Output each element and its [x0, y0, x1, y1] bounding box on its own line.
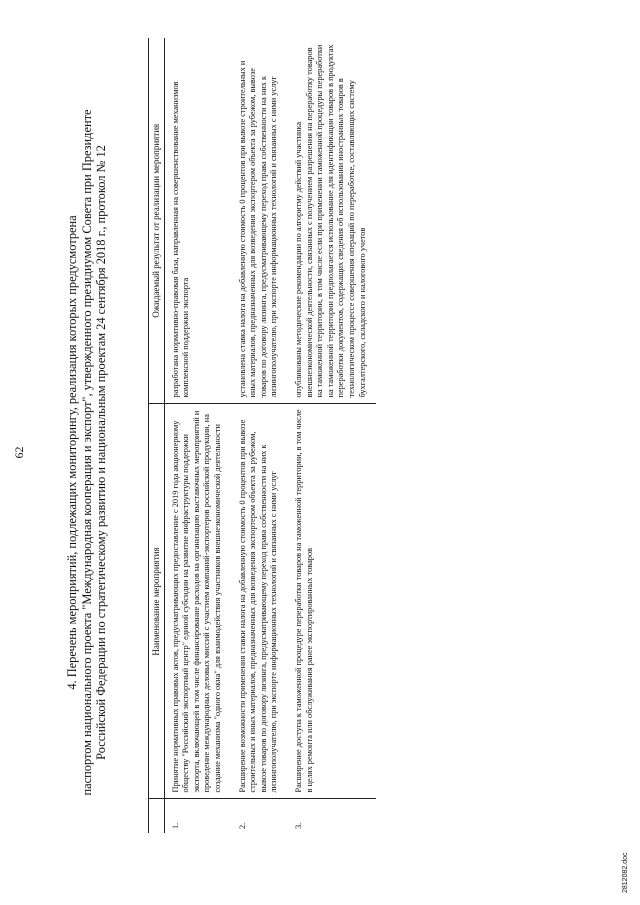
row-event-name: Расширение возможности применения ставки налога на добавленную стоимость 0 процентов при вывозе строительных и иных материалов, предназначенных для возведения экспортером объекта за рубежом, вывозе товаров по договору лизинга, предусматривающему переход права собственности на них к лизингополучателю, при экспорте информационных технологий и связанных с ними услуг: [232, 404, 288, 799]
table-row: [164, 38, 231, 833]
table-header-row: [149, 38, 165, 833]
row-event-name: Принятие нормативных правовых актов, предусматривающих предоставление с 2019 года акционерному обществу "Российский экспортный центр" единой субсидии на развитие инфраструктуры поддержки экспорта, включающей в том числе финансирование расходов на организацию выставочных мероприятий и проведение международных деловых миссий с участием компаний-экспортеров российской продукции, на создание механизма "одного окна" для взаимодействия участников внешнеэкономической деятельности: [164, 404, 231, 799]
table-row: [288, 38, 376, 833]
header-expected-result: Ожидаемый результат от реализации мероприятия: [149, 38, 165, 404]
table-row: [232, 38, 288, 833]
row-number: 2.: [237, 822, 247, 829]
section-title: [65, 40, 109, 865]
row-expected-result: разработана нормативно-правовая база, направленная на совершенствование механизмов комплексной поддержки экспорта: [164, 38, 231, 404]
row-event-name: Расширение доступа к таможенной процедуре переработки товаров на таможенной территории, в том числе в целях ремонта или обслуживания ранее экспортированных товаров: [288, 404, 376, 799]
row-expected-result: опубликованы методические рекомендации по алгоритму действий участника внешнеэкономической деятельности, связанных с получением разрешения на переработку товаров на таможенной территории, в том числе если при применении таможенной процедуры переработки на таможенной территории предполагается использование для идентификации товаров в продуктах переработки документов, содержащих сведения об использовании иностранных товаров в технологическом процессе совершения операций по переработке, составляющих систему бухгалтерского, складского и налогового учетов: [288, 38, 376, 404]
header-event-name: Наименование мероприятия: [149, 404, 165, 799]
row-number: 3.: [293, 822, 303, 829]
section-title-line-2: паспортом национального проекта "Международная кооперация и экспорт", утвержденного президиумом Совета при Президенте: [79, 109, 94, 796]
page-number: 62: [12, 446, 26, 459]
row-number: 1.: [170, 822, 180, 829]
row-expected-result: установлена ставка налога на добавленную стоимость 0 процентов при вывозе строительных и иных материалов, предназначенных для возведения экспортером объекта за рубежом, вывозе товаров по договору лизинга, предусматривающему переход права собственности на них к лизингополучателю, при экспорте информационных технологий и связанных с ними услуг: [232, 38, 288, 404]
header-number: [149, 799, 165, 833]
section-title-line-1: 4. Перечень мероприятий, подлежащих мониторингу, реализация которых предусмотрена: [65, 215, 79, 690]
section-title-line-3: Российской Федерации по стратегическому развитию и национальным проектам 24 сентября 2018 г., протокол № 12: [94, 145, 108, 760]
events-table: [148, 38, 376, 833]
file-code: 2812082.doc: [622, 852, 629, 893]
